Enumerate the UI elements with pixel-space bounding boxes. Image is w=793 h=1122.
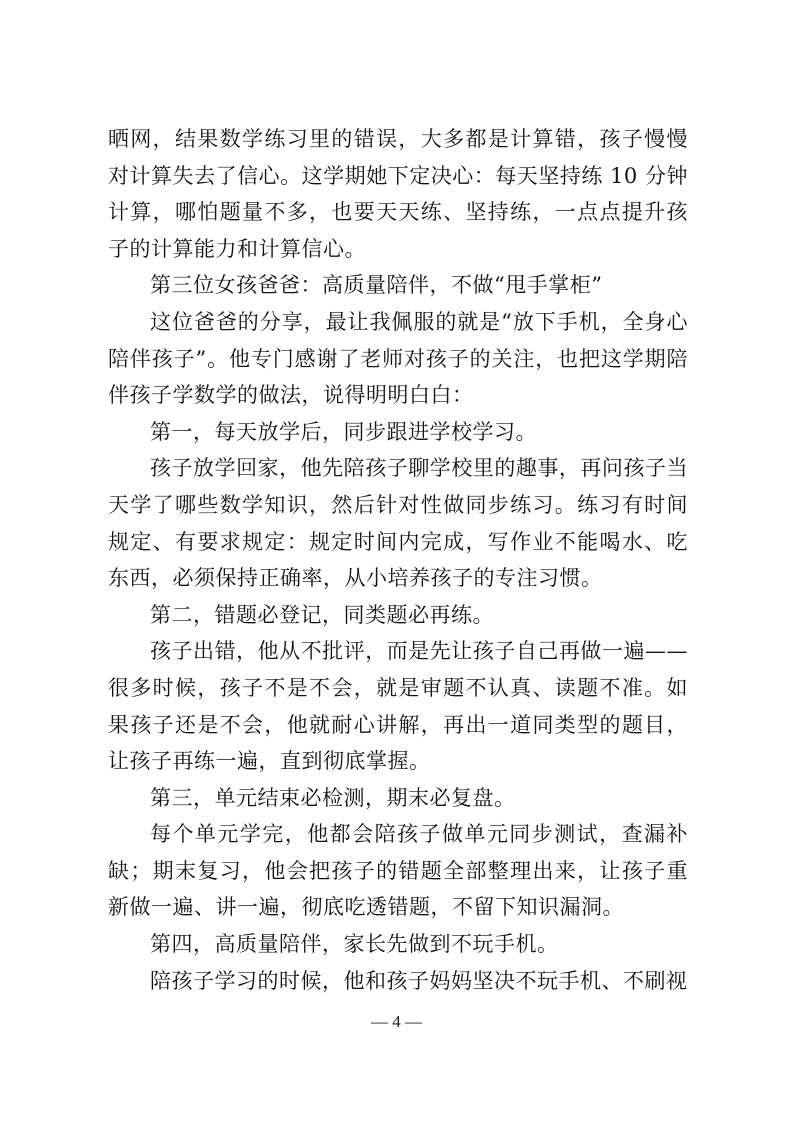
paragraph-point-three: 第三，单元结束必检测，期末必复盘。 [150, 785, 516, 810]
paragraph-11: 陪孩子学习的时候，他和孩子妈妈坚决不玩手机、不刷视 [150, 968, 688, 993]
paragraph-7: 孩子出错，他从不批评，而是先让孩子自己再做一遍——很多时候，孩子不是不会，就是审题不认真、读题不准。如果孩子还是不会，他就耐心讲解，再出一道同类型的题目，让孩子再练一遍，直到彻底掌握。 [108, 639, 688, 774]
paragraph-heading-third-father: 第三位女孩爸爸：高质量陪伴，不做“甩手掌柜” [150, 273, 603, 298]
paragraph-point-two: 第二，错题必登记，同类题必再练。 [150, 602, 494, 627]
document-body [108, 121, 688, 999]
page-number: — 4 — [371, 1012, 422, 1031]
paragraph-1: 晒网，结果数学练习里的错误，大多都是计算错，孩子慢慢对计算失去了信心。这学期她下定决心：每天坚持练 10 分钟计算，哪怕题量不多，也要天天练、坚持练，一点点提升孩子的计算能力和计算信心。 [108, 127, 688, 261]
paragraph-9: 每个单元学完，他都会陪孩子做单元同步测试，查漏补缺；期末复习，他会把孩子的错题全部整理出来，让孩子重新做一遍、讲一遍，彻底吃透错题，不留下知识漏洞。 [108, 822, 688, 920]
paragraph-3: 这位爸爸的分享，最让我佩服的就是“放下手机，全身心陪伴孩子”。他专门感谢了老师对孩子的关注，也把这学期陪伴孩子学数学的做法，说得明明白白： [108, 309, 688, 408]
paragraph-point-four: 第四，高质量陪伴，家长先做到不玩手机。 [150, 932, 559, 957]
paragraph-5: 孩子放学回家，他先陪孩子聊学校里的趣事，再问孩子当天学了哪些数学知识，然后针对性做同步练习。练习有时间规定、有要求规定：规定时间内完成，写作业不能喝水、吃东西，必须保持正确率，从小培养孩子的专注习惯。 [108, 456, 688, 591]
paragraph-point-one: 第一，每天放学后，同步跟进学校学习。 [150, 419, 537, 444]
